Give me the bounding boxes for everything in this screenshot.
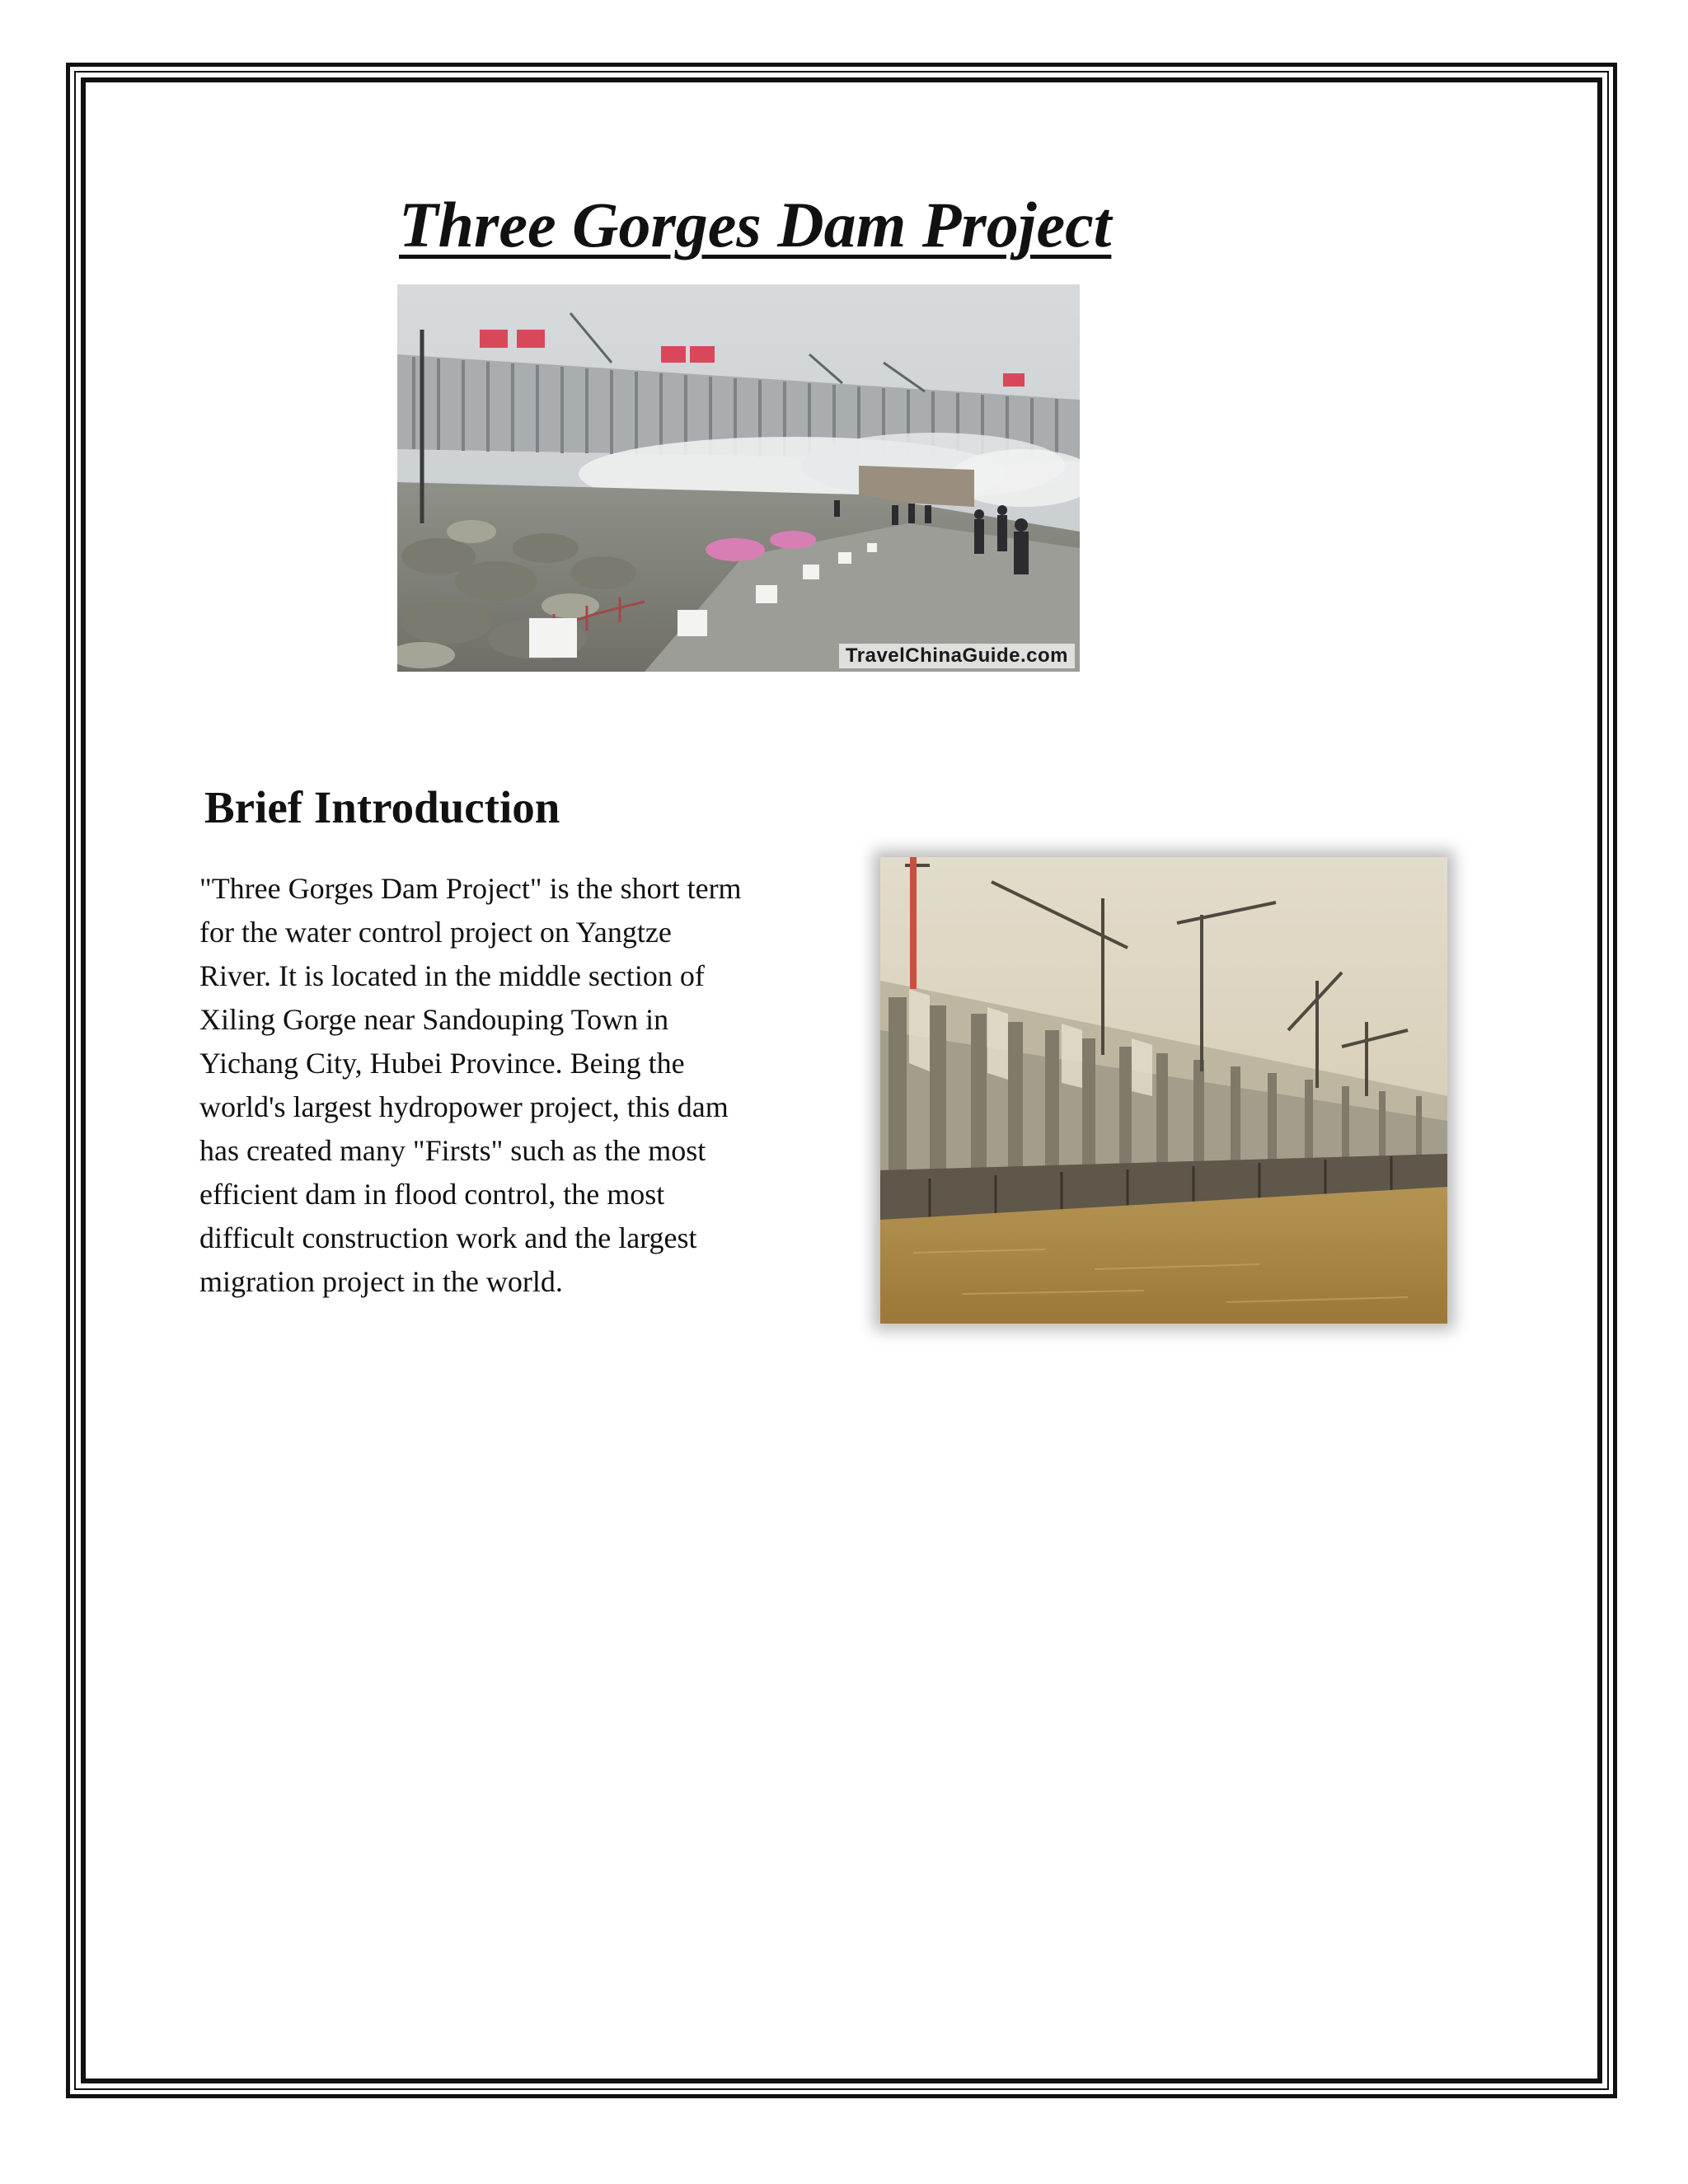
section-heading: Brief Introduction bbox=[204, 782, 560, 832]
intro-line: Xiling Gorge near Sandouping Town in bbox=[199, 1003, 669, 1036]
intro-line: difficult construction work and the largest bbox=[199, 1221, 697, 1254]
dam-construction-photo bbox=[880, 857, 1447, 1324]
intro-paragraph bbox=[199, 867, 809, 1304]
intro-line: has created many "Firsts" such as the most bbox=[199, 1134, 706, 1167]
intro-line: efficient dam in flood control, the most bbox=[199, 1178, 665, 1211]
dam-walkway-illustration bbox=[397, 284, 1080, 672]
dam-construction-illustration bbox=[880, 857, 1447, 1324]
photo-watermark: TravelChinaGuide.com bbox=[839, 644, 1075, 668]
page-title: Three Gorges Dam Project bbox=[399, 189, 1112, 260]
intro-line: Yichang City, Hubei Province. Being the bbox=[199, 1047, 685, 1080]
intro-line: River. It is located in the middle section of bbox=[199, 959, 705, 992]
intro-line: migration project in the world. bbox=[199, 1265, 563, 1298]
intro-line: "Three Gorges Dam Project" is the short term bbox=[199, 872, 742, 905]
intro-line: world's largest hydropower project, this dam bbox=[199, 1090, 729, 1123]
dam-walkway-photo bbox=[397, 284, 1080, 672]
intro-line: for the water control project on Yangtze bbox=[199, 916, 672, 949]
